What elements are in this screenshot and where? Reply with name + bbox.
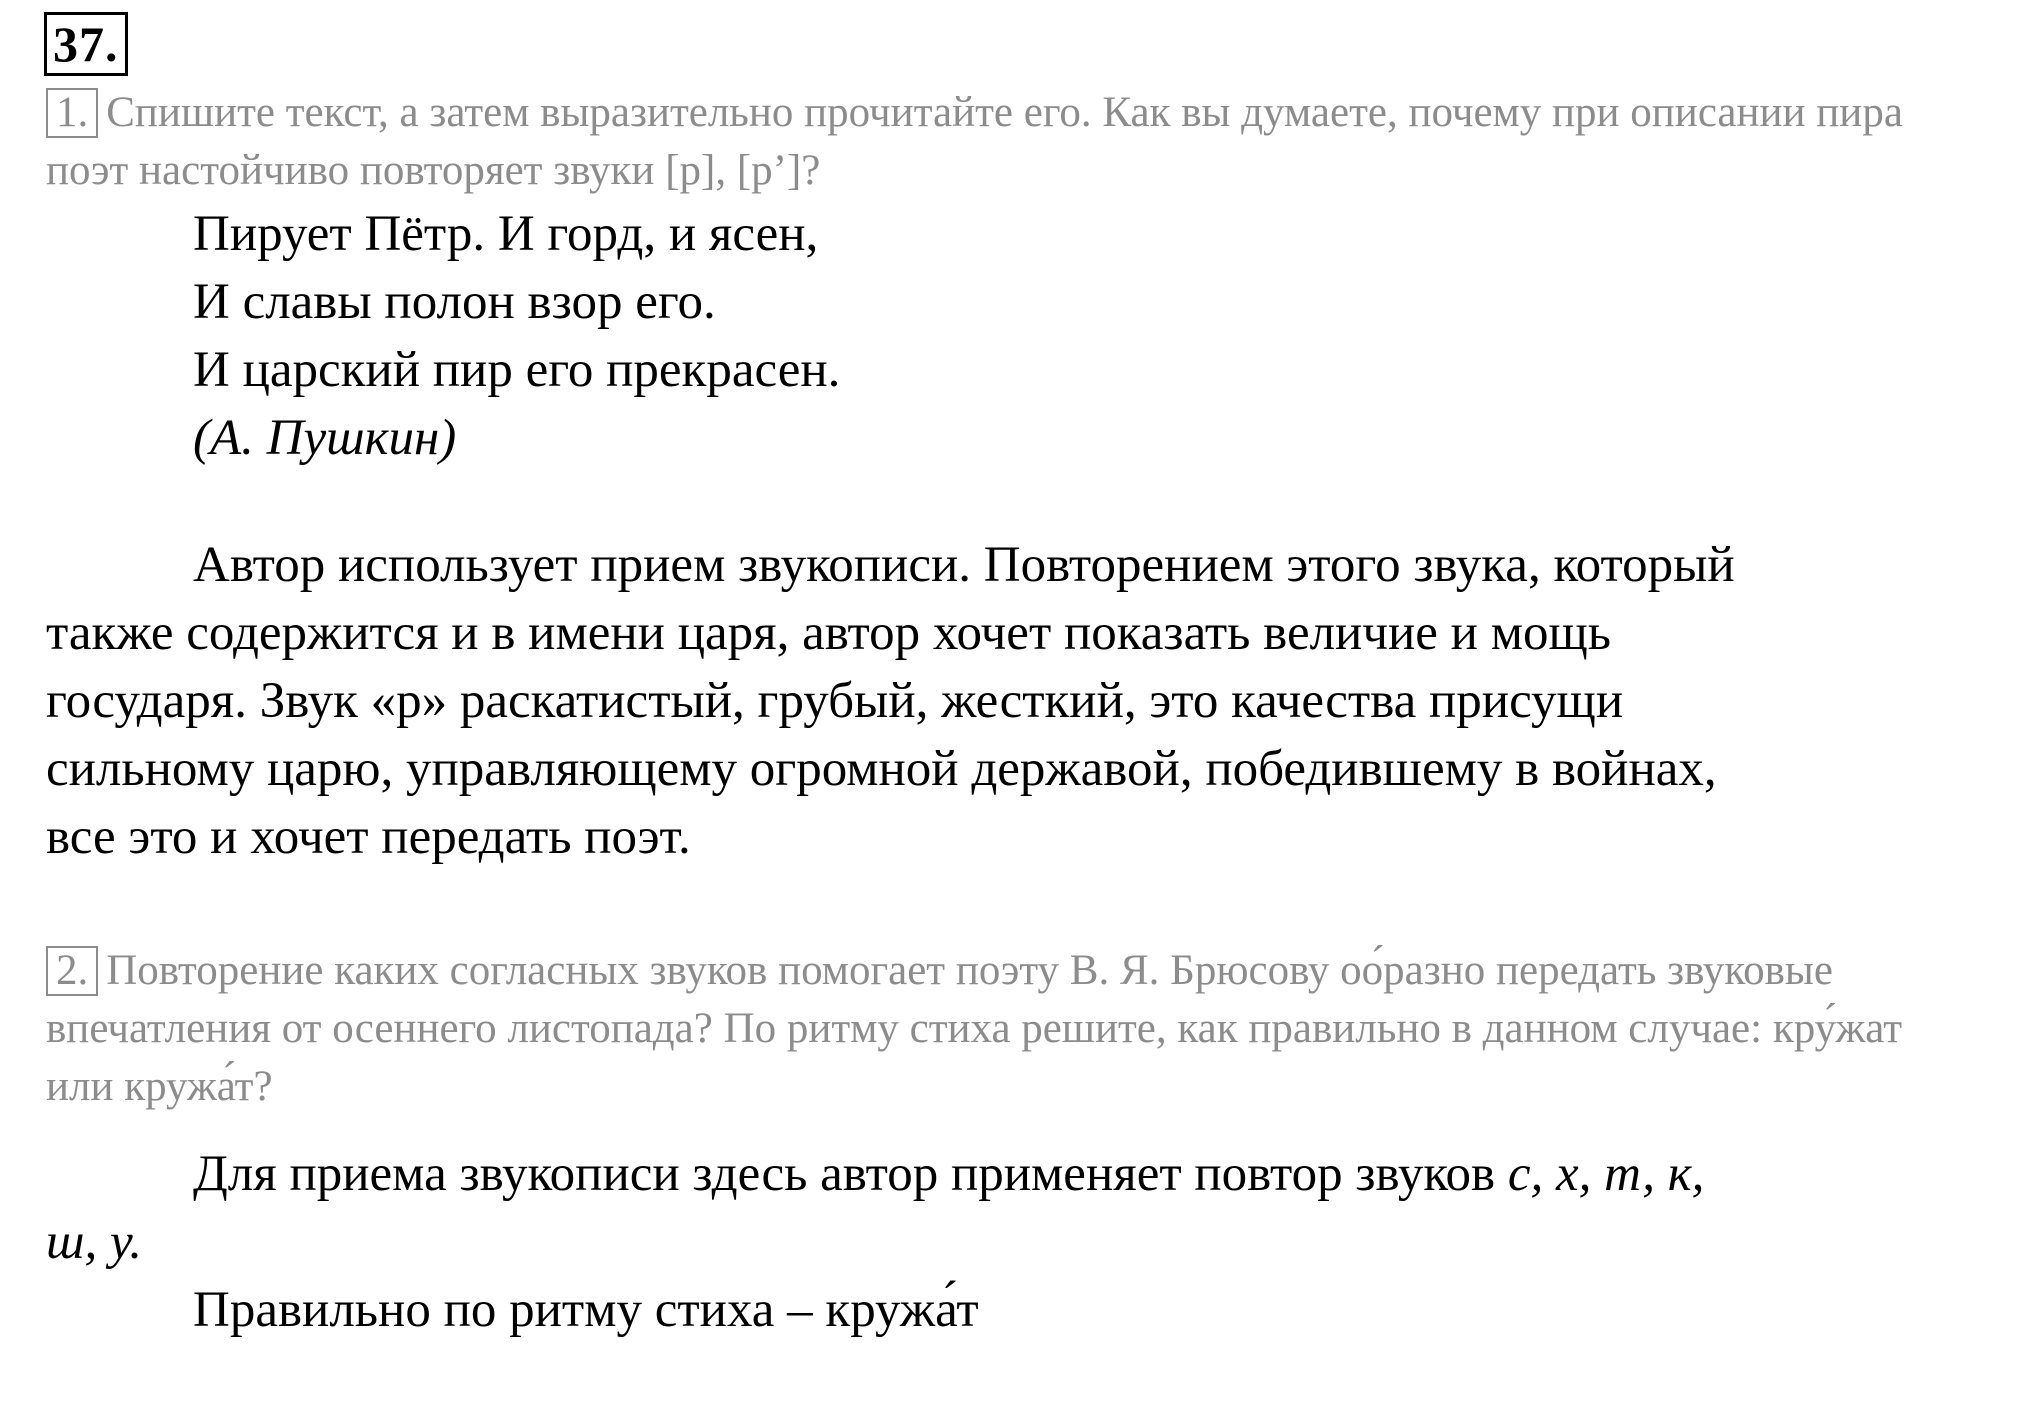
task-1-number: 1.	[46, 88, 98, 138]
answer-1-line: также содержится и в имени царя, автор хочет показать величие и мощь	[46, 605, 1612, 661]
task-2-number: 2.	[46, 946, 98, 996]
answer-1-line: Автор использует прием звукописи. Повторением этого звука, который	[193, 537, 1735, 593]
answer-2-text: Для приема звукописи здесь автор применяет повтор звуков	[193, 1146, 1508, 1202]
poem	[193, 200, 840, 472]
answer-1-line: государя. Звук «р» раскатистый, грубый, жесткий, это качества присущи	[46, 673, 1624, 729]
poem-line: Пирует Пётр. И горд, и ясен,	[193, 206, 819, 262]
answer-2-conclusion: Правильно по ритму стиха – кружа́т	[193, 1282, 979, 1338]
poem-line: И славы полон взор его.	[193, 274, 716, 330]
task-2	[46, 942, 1966, 1116]
task-1	[46, 84, 1966, 200]
answer-2-line	[46, 1140, 1996, 1208]
answer-1-line: сильному царю, управляющему огромной державой, победившему в войнах,	[46, 741, 1717, 797]
answer-2-sounds: с, х, т, к,	[1507, 1146, 1705, 1202]
answer-1-line: все это и хочет передать поэт.	[46, 809, 691, 865]
poem-line: И царский пир его прекрасен.	[193, 342, 841, 398]
task-1-text: Спишите текст, а затем выразительно прочитайте его. Как вы думаете, почему при описании пира поэт настойчиво повторяет звуки [р], [р’]?	[46, 89, 1903, 194]
answer-2-sounds-continued: ш, у.	[46, 1214, 143, 1270]
task-2-text: Повторение каких согласных звуков помогает поэту В. Я. Брюсову оо́разно передать звуковые впечатления от осеннего листопада? По ритму стиха решите, как правильно в данном случае: кру́жат или кружа́т?	[46, 947, 1903, 1110]
poem-author: (А. Пушкин)	[193, 410, 457, 466]
exercise-number: 37.	[44, 12, 128, 76]
